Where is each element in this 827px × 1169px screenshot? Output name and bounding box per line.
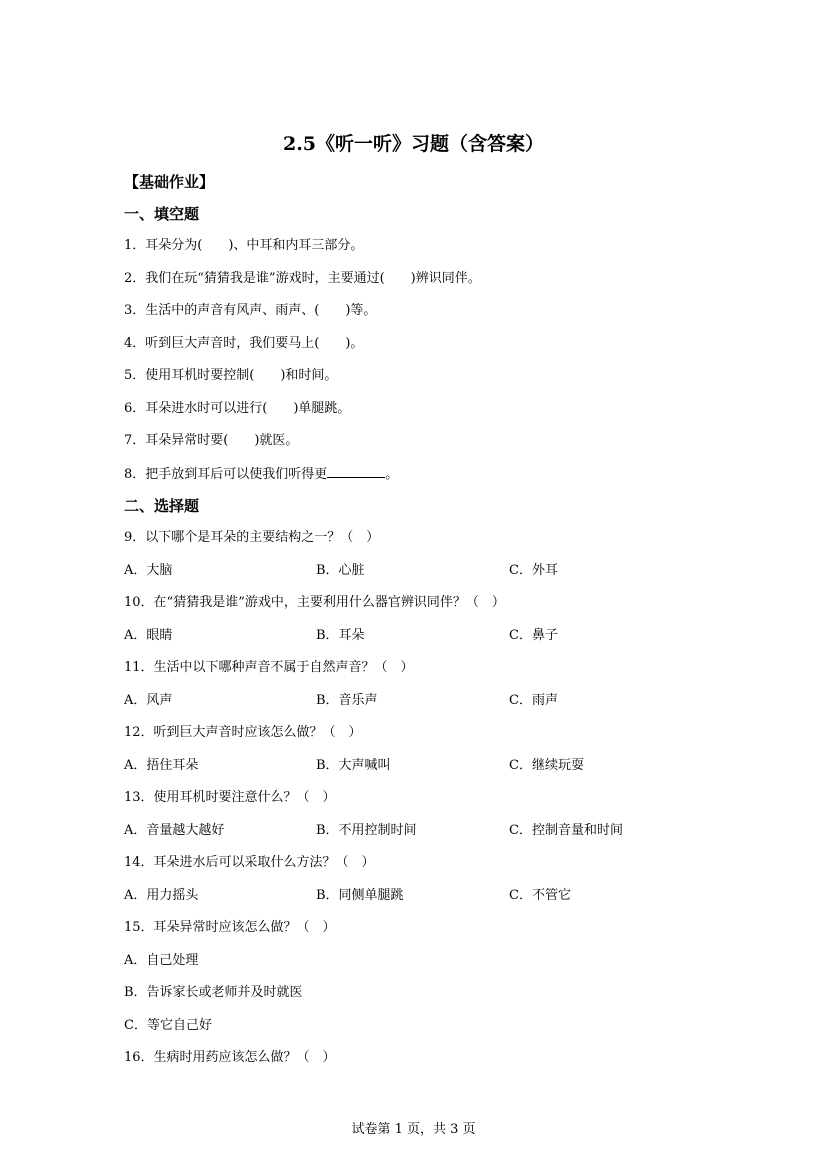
answer-blank — [327, 464, 385, 478]
choice-question-12: 12．听到巨大声音时应该怎么做？（ ） — [124, 725, 362, 740]
fill-question-6: 6．耳朵进水时可以进行( )单腿跳。 — [124, 401, 351, 416]
q14-option-a: A．用力摇头 — [124, 888, 199, 903]
fill-question-1: 1．耳朵分为( )、中耳和内耳三部分。 — [124, 238, 364, 253]
q15-option-c: C．等它自己好 — [124, 1018, 212, 1033]
choice-question-13: 13．使用耳机时要注意什么？（ ） — [124, 790, 336, 805]
q14-option-c: C．不管它 — [509, 888, 571, 903]
q15-option-b: B．告诉家长或老师并及时就医 — [124, 985, 303, 1000]
q8-text-before: 8．把手放到耳后可以使我们听得更 — [124, 467, 328, 482]
q9-option-b: B．心脏 — [316, 563, 365, 578]
choice-question-14: 14．耳朵进水后可以采取什么方法？（ ） — [124, 855, 375, 870]
fill-question-5: 5．使用耳机时要控制( )和时间。 — [124, 368, 338, 383]
q11-option-c: C．雨声 — [509, 693, 558, 708]
fill-question-4: 4．听到巨大声音时，我们要马上( )。 — [124, 336, 364, 351]
q13-option-b: B．不用控制时间 — [316, 823, 417, 838]
choice-question-10: 10．在“猜猜我是谁”游戏中，主要利用什么器官辨识同伴？（ ） — [124, 595, 505, 610]
section-label-basic: 【基础作业】 — [124, 173, 215, 191]
q12-option-c: C．继续玩耍 — [509, 758, 584, 773]
fill-question-7: 7．耳朵异常时要( )就医。 — [124, 433, 299, 448]
q10-option-c: C．鼻子 — [509, 628, 558, 643]
q11-option-a: A．风声 — [124, 693, 173, 708]
q10-option-b: B．耳朵 — [316, 628, 365, 643]
part2-heading: 二、选择题 — [124, 497, 200, 515]
fill-question-8 — [124, 464, 398, 485]
fill-question-2: 2．我们在玩“猜猜我是谁”游戏时，主要通过( )辨识同伴。 — [124, 271, 481, 286]
q9-option-c: C．外耳 — [509, 563, 558, 578]
page-footer: 试卷第 1 页，共 3 页 — [351, 1122, 476, 1137]
fill-question-3: 3．生活中的声音有风声、雨声、( )等。 — [124, 303, 377, 318]
q10-option-a: A．眼睛 — [124, 628, 173, 643]
part1-heading: 一、填空题 — [124, 205, 200, 223]
choice-question-16: 16．生病时用药应该怎么做？（ ） — [124, 1050, 336, 1065]
q14-option-b: B．同侧单腿跳 — [316, 888, 404, 903]
q12-option-b: B．大声喊叫 — [316, 758, 391, 773]
q12-option-a: A．捂住耳朵 — [124, 758, 199, 773]
q15-option-a: A．自己处理 — [124, 953, 199, 968]
choice-question-11: 11．生活中以下哪种声音不属于自然声音？（ ） — [124, 660, 414, 675]
q13-option-a: A．音量越大越好 — [124, 823, 225, 838]
q8-text-after: 。 — [385, 467, 399, 482]
choice-question-15: 15．耳朵异常时应该怎么做？（ ） — [124, 920, 336, 935]
q11-option-b: B．音乐声 — [316, 693, 378, 708]
page-title: 2.5《听一听》习题（含答案） — [282, 133, 545, 155]
choice-question-9: 9．以下哪个是耳朵的主要结构之一？（ ） — [124, 530, 380, 545]
q13-option-c: C．控制音量和时间 — [509, 823, 623, 838]
q9-option-a: A．大脑 — [124, 563, 173, 578]
